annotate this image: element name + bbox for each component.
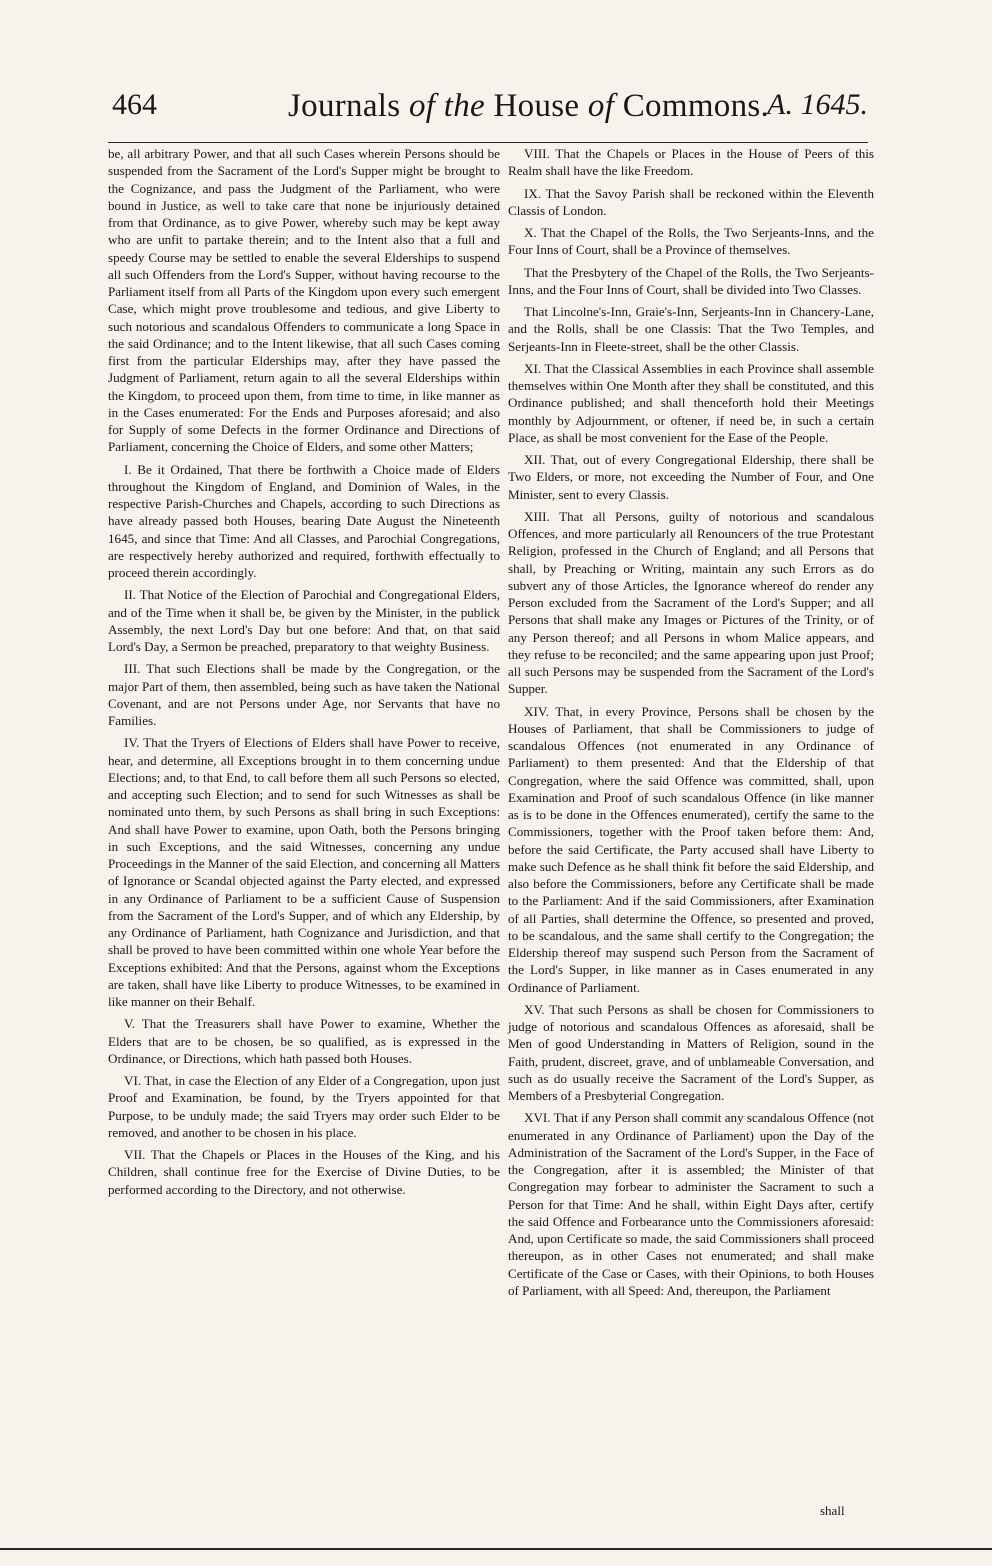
year: A. 1645. <box>767 88 868 121</box>
paragraph: V. That the Treasurers shall have Power to examine, Whether the Elders that are to be chosen, be so qualified, as is expressed in the Ordinance, or Directions, which hath passed both Houses. <box>108 1016 500 1066</box>
paragraph: VI. That, in case the Election of any Elder of a Congregation, upon just Proof and Examination, be found, by the Tryers appointed for that Purpose, to be unduly made; the said Tryers may order such Elder to be removed, and another to be chosen in his place. <box>108 1073 500 1140</box>
paragraph: VIII. That the Chapels or Places in the House of Peers of this Realm shall have the like Freedom. <box>508 146 874 179</box>
catchword: shall <box>820 1503 845 1518</box>
paragraph: II. That Notice of the Election of Parochial and Congregational Elders, and of the Time when it shall be, be given by the Minister, in the publick Assembly, the next Lord's Day but one before: And that, on that said Lord's Day, a Sermon be preached, preparatory to that weighty Business. <box>108 587 500 654</box>
page-number: 464 <box>112 88 157 121</box>
title-part: Journals <box>288 88 409 124</box>
paragraph: That Lincolne's-Inn, Graie's-Inn, Serjeants-Inn in Chancery-Lane, and the Rolls, shall be one Classis: That the Two Temples, and Serjeants-Inn in Fleete-street, shall be the other Classis. <box>508 304 874 354</box>
title-part: House <box>493 88 588 124</box>
running-header <box>108 82 868 143</box>
paragraph: IX. That the Savoy Parish shall be reckoned within the Eleventh Classis of London. <box>508 185 874 218</box>
title-part: Commons. <box>622 88 770 124</box>
paragraph: XIII. That all Persons, guilty of notorious and scandalous Offences, and more particularly all Renouncers of the true Protestant Religion, professed in the Church of England; and all Persons that shall, by Preaching or Writing, maintain any such Errors as do subvert any of those Articles, the Ignorance whereof do render any Person excluded from the Sacrament of the Lord's Supper; and all Persons that shall make any Images or Pictures of the Trinity, or of any Person thereof; and all Persons in whom Malice appears, and they refuse to be reconciled; and the same appearing upon just Proof; all such Persons may be suspended from the Sacrament of the Lord's Supper. <box>508 508 874 697</box>
paragraph: be, all arbitrary Power, and that all such Cases wherein Persons should be suspended from the Sacrament of the Lord's Supper might be brought to the Cognizance, and pass the Judgment of the Parliament, who were bound in Justice, as well to take care that none be injuriously detained from that Ordinance, as to give Power, whereby such may be kept away who are unfit to partake therein; and to the Intent also that a full and speedy Course may be settled to enable the several Elderships to suspend all such Offenders from the Lord's Supper, without having recourse to the Parliament itself from all Parts of the Kingdom upon every such emergent Case, which might prove troublesome and tedious, and give Liberty to such notorious and scandalous Offenders to communicate a long Space in the said Ordinance; and to the Intent likewise, that all such Cases coming first from the particular Elderships may, after they have passed the Judgment of Parliament, return again to all the several Elderships within the Kingdom, to proceed upon them, from time to time, in like manner as in the Cases enumerated: For the Ends and Purposes aforesaid; and also for Supply of some Defects in the former Ordinance and Directions of Parliament, concerning the Choice of Elders, and some other Matters; <box>108 146 500 455</box>
paragraph: XV. That such Persons as shall be chosen for Commissioners to judge of notorious and scandalous Offences as aforesaid, shall be Men of good Understanding in Matters of Religion, sound in the Faith, prudent, discreet, grave, and of unblameable Conversation, and such as do usually receive the Sacrament of the Lord's Supper, as Members of a Presbyterial Congregation. <box>508 1001 874 1103</box>
left-column <box>108 145 500 1203</box>
title-part: of the <box>408 88 494 124</box>
paragraph: That the Presbytery of the Chapel of the Rolls, the Two Serjeants-Inns, and the Four Inns of Court, shall be divided into Two Classes. <box>508 264 874 297</box>
paragraph: XVI. That if any Person shall commit any scandalous Offence (not enumerated in any Ordinance of Parliament) upon the Day of the Administration of the Sacrament of the Lord's Supper, in the Face of the Congregation, after it is assembled; the Minister of that Congregation may forbear to administer the Sacrament to such a Person for that Time: And he shall, within Eight Days after, certify the said Offence and Forbearance unto the Commissioners aforesaid: And, upon Certificate so made, the said Commissioners shall proceed thereupon, as in other Cases not enumerated; and shall make Certificate of the Case or Cases, with their Opinions, to both Houses of Parliament, with all Speed: And, thereupon, the Parliament <box>508 1110 874 1298</box>
title-part: of <box>587 88 623 124</box>
paragraph: XIV. That, in every Province, Persons shall be chosen by the Houses of Parliament, that shall be Commissioners to judge of scandalous Offences (not enumerated in any Ordinance of Parliament) to them presented: And that the Eldership of that Congregation, where the said Offence was committed, shall, upon Examination and Proof of such scandalous Offence (in like manner as is to be done in the Offences enumerated), certify the same to the Commissioners, together with the Proof taken before them: And, before the said Certificate, the Party accused shall have Liberty to make such Defence as he shall think fit before the said Eldership, and also before the Commissioners, before any Certificate shall be made to the Parliament: And if the said Commissioners, after Examination of all Parties, shall determine the Offence, so presented and proved, to be scandalous, and the same shall certify to the Congregation; the Eldership thereof may suspend such Person from the Sacrament of the Lord's Supper, in like manner as in Cases enumerated in any Ordinance of Parliament. <box>508 703 874 995</box>
journal-title <box>288 88 769 125</box>
right-column <box>508 145 874 1304</box>
paragraph: VII. That the Chapels or Places in the Houses of the King, and his Children, shall continue free for the Exercise of Divine Duties, to be performed according to the Directory, and not otherwise. <box>108 1147 500 1197</box>
paragraph: III. That such Elections shall be made by the Congregation, or the major Part of them, then assembled, being such as have taken the National Covenant, and are not Persons under Age, nor Servants that have no Families. <box>108 661 500 728</box>
paragraph: XI. That the Classical Assemblies in each Province shall assemble themselves within One Month after they shall be constituted, and this Ordinance published; and shall thenceforth hold their Meetings monthly by Adjournment, or oftener, if need be, in such a certain Place, as shall be most convenient for the Ease of the People. <box>508 360 874 445</box>
bottom-rule <box>0 1548 992 1550</box>
paragraph: I. Be it Ordained, That there be forthwith a Choice made of Elders throughout the Kingdom of England, and Dominion of Wales, in the respective Parish-Churches and Chapels, according to such Directions as have already passed both Houses, bearing Date August the Nineteenth 1645, and since that Time: And all Classes, and Parochial Congregations, are respectively hereby authorized and required, forthwith effectually to proceed therein accordingly. <box>108 461 500 580</box>
paragraph: XII. That, out of every Congregational Eldership, there shall be Two Elders, or more, not exceeding the Number of Four, and One Minister, sent to every Classis. <box>508 452 874 502</box>
paragraph: X. That the Chapel of the Rolls, the Two Serjeants-Inns, and the Four Inns of Court, shall be a Province of themselves. <box>508 225 874 258</box>
paragraph: IV. That the Tryers of Elections of Elders shall have Power to receive, hear, and determine, all Exceptions brought in to them concerning undue Elections; and, to that End, to call before them all such Persons so elected, and accepting such Election; and to send for such Witnesses as shall be nominated unto them, by such Persons as shall bring in such Exceptions: And shall have Power to examine, upon Oath, both the Persons bringing in such Exceptions, and the said Witnesses, concerning any undue Proceedings in the Manner of the said Election, and concerning all Matters of Ignorance or Scandal objected against the Party elected, and expressed in any Ordinance of Parliament to be a sufficient Cause of Suspension from the Sacrament of the Lord's Supper, and of which any Eldership, by any Ordinance of Parliament, hath Cognizance and Jurisdiction, and that shall be proved to have been committed within one whole Year before the Exceptions exhibited: And that the Persons, against whom the Exceptions are taken, shall have like Liberty to produce Witnesses, to be examined in like manner on their Behalf. <box>108 735 500 1009</box>
